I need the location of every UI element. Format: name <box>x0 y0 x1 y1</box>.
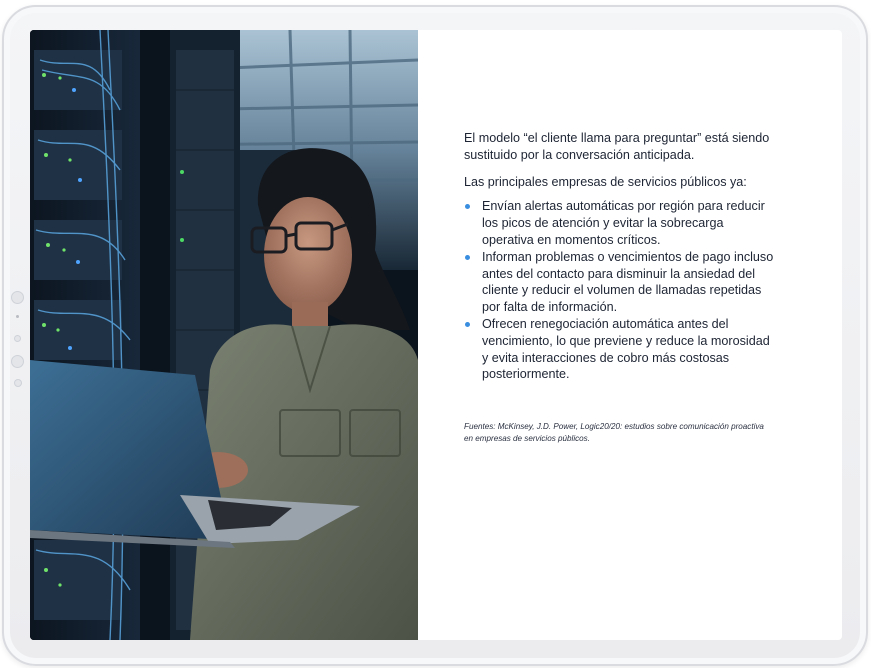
side-button[interactable] <box>11 355 24 368</box>
intro-paragraph: El modelo “el cliente llama para preguntar” está siendo sustituido por la conversación anticipada. <box>464 131 770 162</box>
sources-note: Fuentes: McKinsey, J.D. Power, Logic20/20: estudios sobre comunicación proactiva en empresas de servicios públicos. <box>464 422 764 443</box>
sensor-dot <box>16 315 19 318</box>
bullet-icon <box>465 204 470 209</box>
lead-paragraph: Las principales empresas de servicios públicos ya: <box>464 174 747 189</box>
side-button[interactable] <box>14 379 22 387</box>
list-item <box>464 198 774 248</box>
list-item <box>464 249 774 316</box>
bullet-icon <box>465 255 470 260</box>
server-room-photo <box>30 30 418 640</box>
list-item-text: Ofrecen renegociación automática antes del vencimiento, lo que previene y reduce la morosidad y evita interacciones de cobro más costosas posteriormente. <box>482 316 770 382</box>
bullet-icon <box>465 322 470 327</box>
side-button[interactable] <box>14 335 21 342</box>
tablet-screen <box>30 30 842 640</box>
side-button[interactable] <box>11 291 24 304</box>
list-item-text: Envían alertas automáticas por región para reducir los picos de atención y evitar la sobrecarga operativa en momentos críticos. <box>482 199 765 247</box>
list-item <box>464 316 774 383</box>
photo-illustration <box>30 30 418 640</box>
bullet-list <box>464 198 774 383</box>
list-item-text: Informan problemas o vencimientos de pago incluso antes del contacto para disminuir la ansiedad del cliente y reducir el volumen de llamadas repetidas por falta de información. <box>482 249 774 315</box>
article-content <box>464 130 774 444</box>
